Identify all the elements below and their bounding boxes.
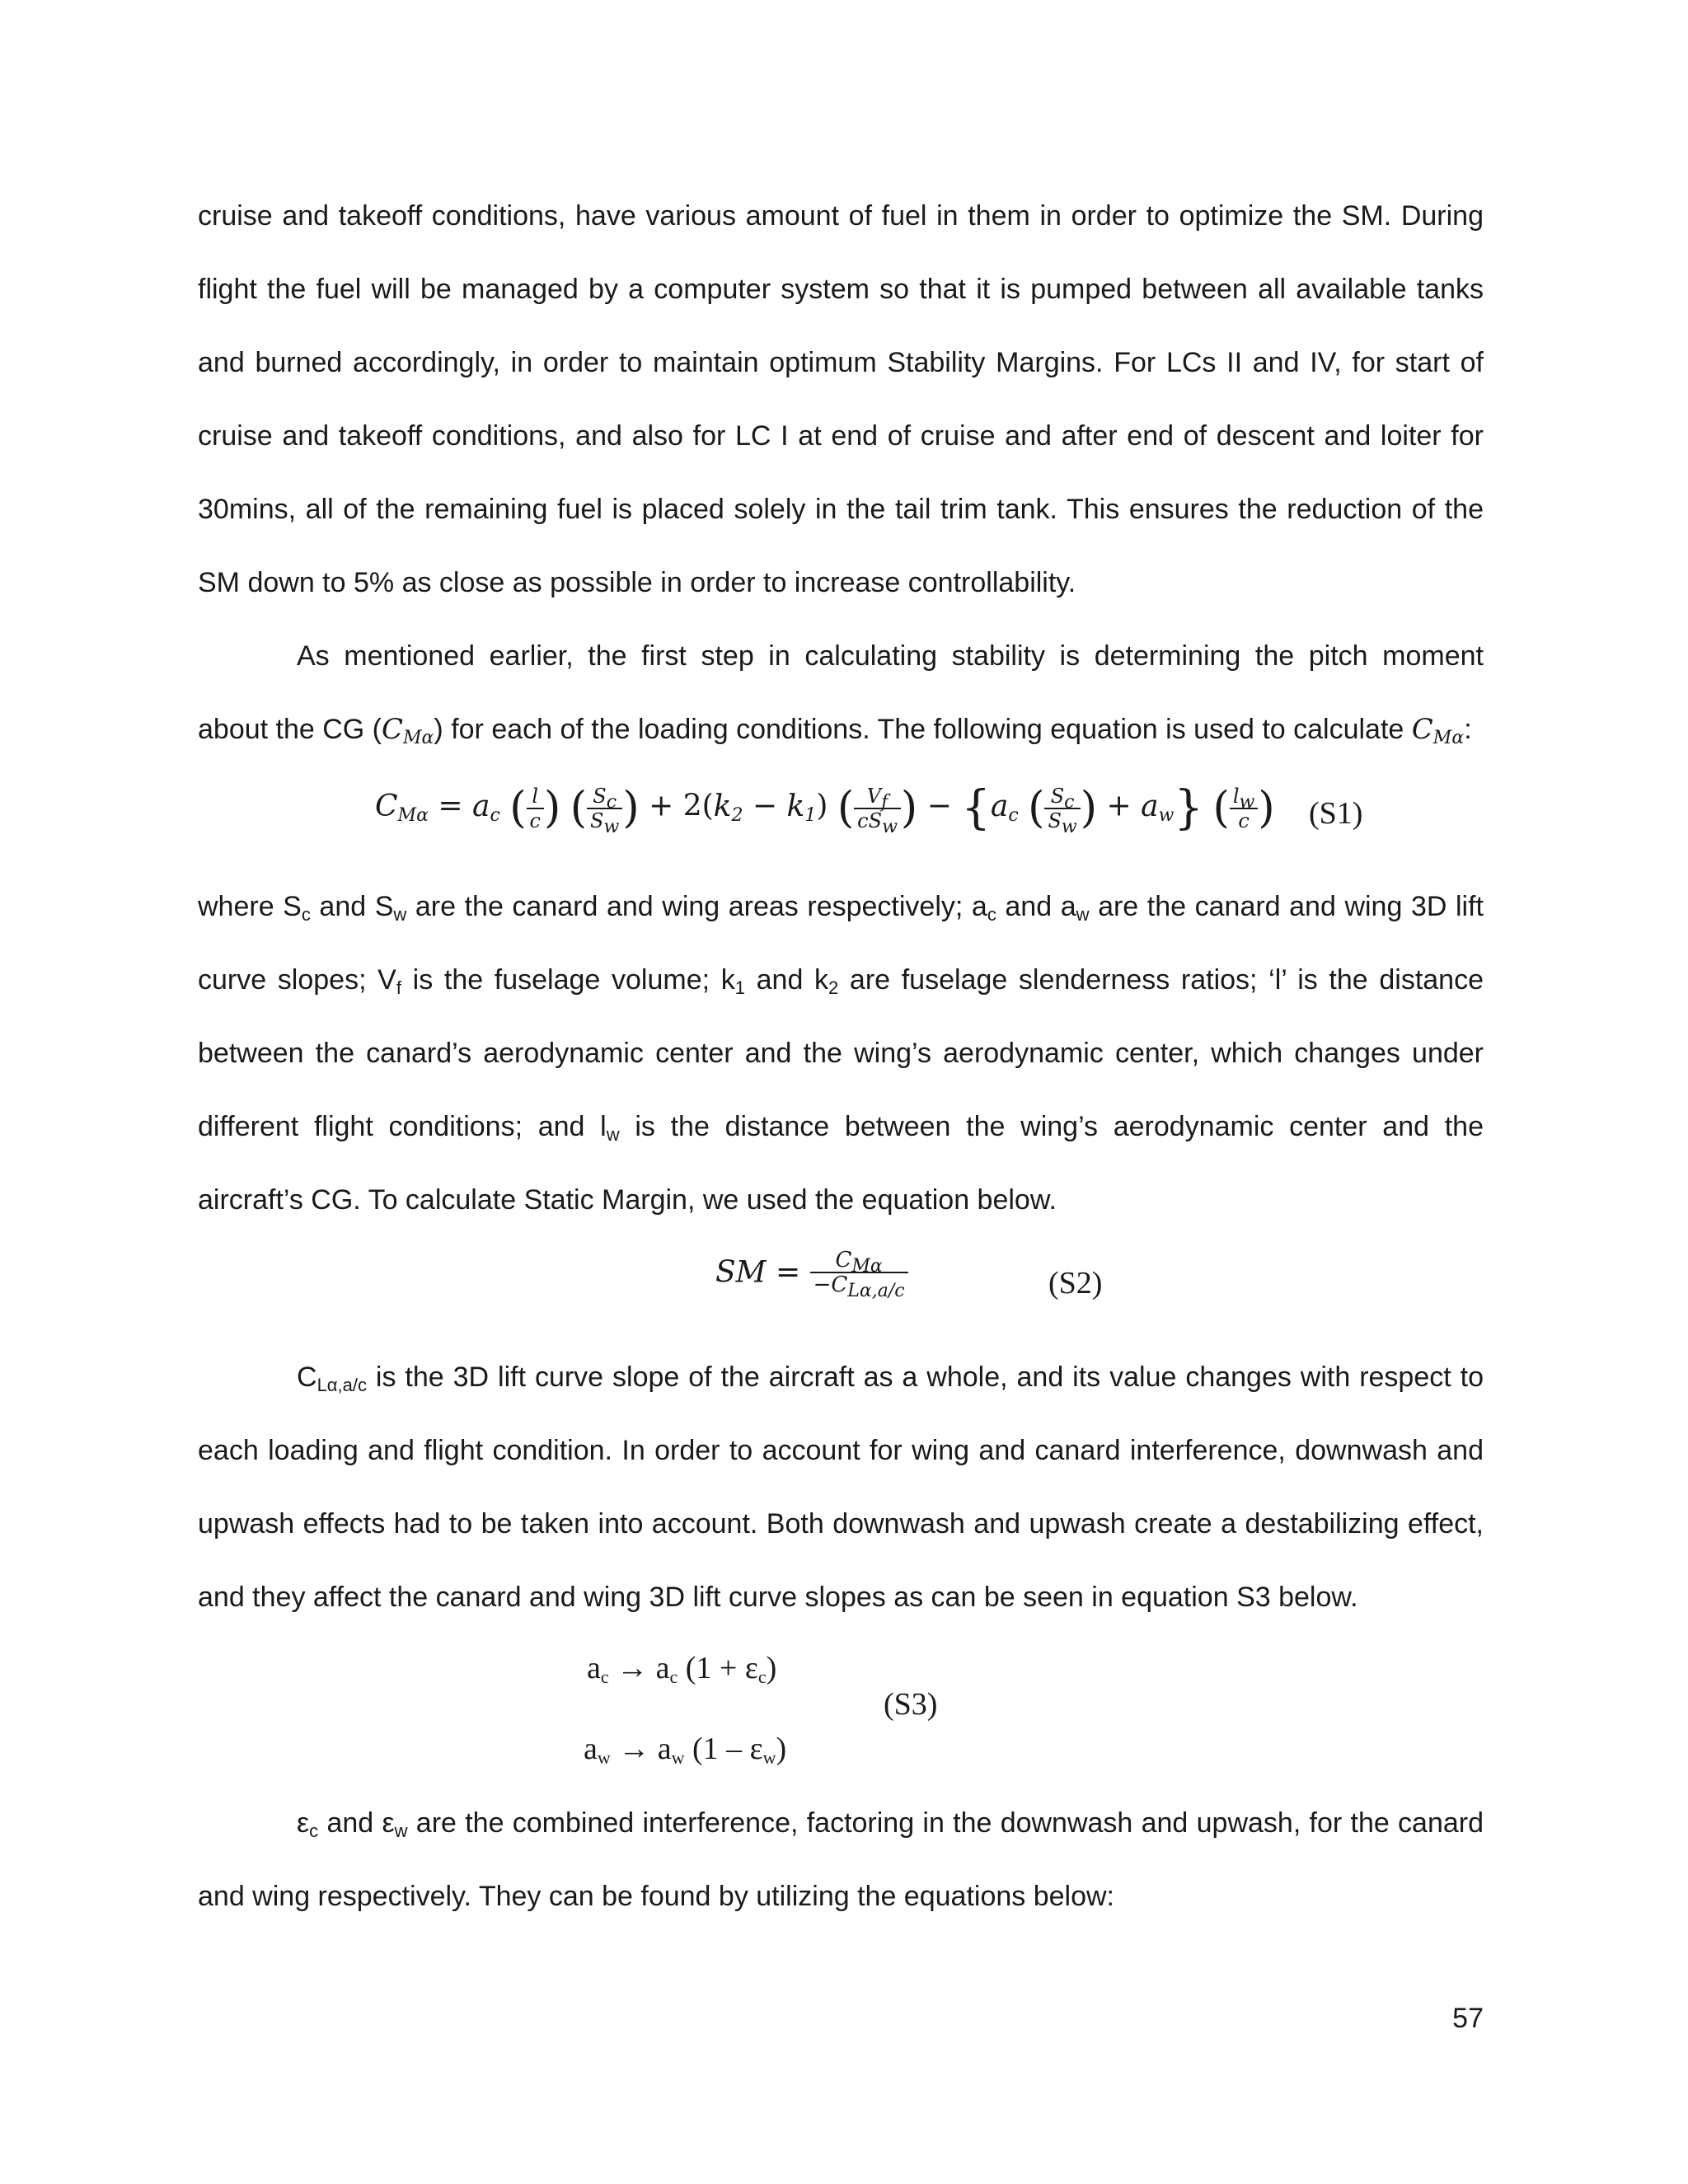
cma-symbol: $C_{M\alpha}$ xyxy=(1411,713,1465,748)
text-line: cruise and takeoff conditions, have various amount of fuel in them in order to optimize the SM. During xyxy=(198,200,1484,232)
cma-symbol: $C_{M\alpha}$ xyxy=(382,713,434,748)
text-run: : xyxy=(1464,714,1472,745)
text-line: curve slopes; $V_f$ is the fuselage volume; $k_1$ and $k_2$ are fuselage slenderness ratios; ‘l’ is the distance xyxy=(198,964,1484,998)
equation-s3-row2: $a_w \to a_w$ $(1 - \varepsilon_w)$ xyxy=(584,1732,787,1768)
text-line: and burned accordingly, in order to maintain optimum Stability Margins. For LCs II and IV, for start of xyxy=(198,347,1484,378)
text-line: $\varepsilon_c$ and $\varepsilon_w$ are the combined interference, factoring in the downwash and upwash, for the canard xyxy=(297,1807,1484,1841)
text-line: flight the fuel will be managed by a computer system so that it is pumped between all available tanks xyxy=(198,274,1484,305)
text-line: where $S_c$ and $S_w$ are the canard and wing areas respectively; $a_c$ and $a_w$ are the canard and wing 3D lift xyxy=(198,891,1484,925)
text-line xyxy=(198,713,1484,746)
equation-s3-row1: $a_c \to a_c$ $(1 + \varepsilon_c)$ xyxy=(587,1651,777,1687)
text-line: between the canard’s aerodynamic center and the wing’s aerodynamic center, which changes under xyxy=(198,1038,1484,1069)
text-line: cruise and takeoff conditions, and also for LC I at end of cruise and after end of descent and loiter for xyxy=(198,420,1484,452)
text-line: aircraft’s CG. To calculate Static Margin, we used the equation below. xyxy=(198,1184,1057,1216)
text-line: 30mins, all of the remaining fuel is placed solely in the tail trim tank. This ensures the reduction of the xyxy=(198,494,1484,525)
text-line: different flight conditions; and $l_w$ is the distance between the wing’s aerodynamic center and the xyxy=(198,1111,1484,1145)
text-run: about the CG ( xyxy=(198,714,382,745)
equation-tag-s3: (S3) xyxy=(884,1687,938,1722)
text-line: each loading and flight condition. In order to account for wing and canard interference, downwash and xyxy=(198,1435,1484,1466)
equation-s2: SM = $\frac{C_{M\alpha}}{-C_{L\alpha,a/c}}$ xyxy=(715,1249,908,1296)
text-line: $C_{L\alpha,a/c}$ is the 3D lift curve slope of the aircraft as a whole, and its value changes with respect to xyxy=(297,1361,1484,1395)
text-line: upwash effects had to be taken into account. Both downwash and upwash create a destabilizing effect, xyxy=(198,1508,1484,1540)
text-line: and wing respectively. They can be found by utilizing the equations below: xyxy=(198,1881,1114,1912)
page-number: 57 xyxy=(1452,2003,1484,2034)
text-line: SM down to 5% as close as possible in order to increase controllability. xyxy=(198,567,1076,598)
text-run: ) for each of the loading conditions. The following equation is used to calculate xyxy=(434,714,1412,745)
equation-tag-s2: (S2) xyxy=(1048,1266,1103,1301)
text-line: and they affect the canard and wing 3D lift curve slopes as can be seen in equation S3 below. xyxy=(198,1582,1358,1613)
text-line: As mentioned earlier, the first step in calculating stability is determining the pitch moment xyxy=(297,640,1484,672)
equation-s1: $C_{M\alpha} = a_c$ ( $\frac{l}{c}$ ) ( $\frac{S_c}{S_w}$ ) + $2(k_2 - k_1)$ ( $\frac{V_f}{cS_w}$ ) − {$a_c$ ( $\frac{S_c}{S_w}$ ) + $a_w$} ( $\frac{l_w}{c}$ ) xyxy=(375,781,1275,837)
equation-tag-s1: (S1) xyxy=(1309,796,1363,831)
